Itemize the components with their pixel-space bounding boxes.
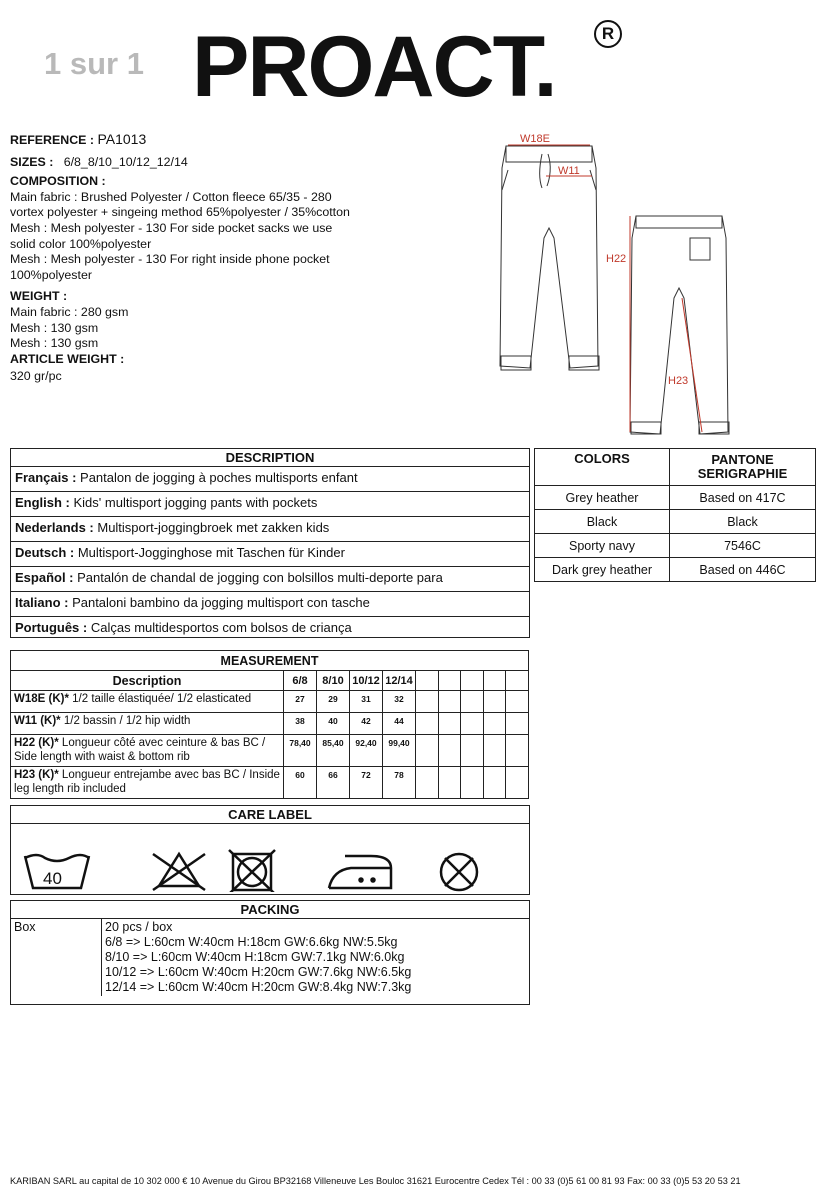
description-row-nl: Nederlands : Multisport-joggingbroek met zakken kids [11,517,529,542]
description-title: DESCRIPTION [11,449,529,467]
weight-label: WEIGHT : [10,289,68,304]
description-row-de: Deutsch : Multisport-Jogginghose mit Taschen für Kinder [11,542,529,567]
description-box [10,448,530,638]
care-symbols [11,824,529,892]
measurement-row: W11 (K)* 1/2 bassin / 1/2 hip width 38 40 42 44 [11,713,529,735]
packing-box [10,900,530,1005]
registered-mark: R [594,20,622,48]
no-tumble-dry-icon [229,850,275,892]
color-row: Grey heather Based on 417C [535,486,816,510]
w11-label: W11 [558,165,580,177]
no-bleach-icon [153,854,205,890]
pantone-header: PANTONE SERIGRAPHIE [670,449,816,486]
description-row-fr: Français : Pantalon de jogging à poches multisports enfant [11,467,529,492]
size-header: 10/12 [350,671,383,691]
w18e-label: W18E [520,133,550,145]
reference-value: PA1013 [97,131,147,147]
back-pants-outline [630,216,728,434]
packing-title: PACKING [11,901,529,919]
wash-40-icon [25,855,89,888]
back-waistband [636,216,722,228]
composition-line: Main fabric : Brushed Polyester / Cotton fleece 65/35 - 280 [10,189,332,204]
packing-label: Box [11,919,102,996]
measurement-row: H22 (K)* Longueur côté avec ceinture & bas BC / Side length with waist & bottom rib 78,40 85,40 92,40 99,40 [11,735,529,767]
svg-text:40: 40 [43,869,62,888]
colors-table [534,448,816,582]
size-header: 12/14 [383,671,416,691]
composition-line: Mesh : Mesh polyester - 130 For side pocket sacks we use [10,220,333,235]
composition-line: vortex polyester + singeing method 65%polyester / 35%cotton [10,205,350,220]
front-drawstring [540,154,550,188]
color-row: Dark grey heather Based on 446C [535,558,816,582]
sizes-label: SIZES : [10,154,54,169]
front-pocket-right [590,170,596,190]
care-label-box [10,805,530,895]
reference-label: REFERENCE : [10,133,94,147]
weight-line: Mesh : 130 gsm [10,336,99,351]
description-row-es: Español : Pantalón de chandal de jogging con bolsillos multi-deporte para [11,567,529,592]
no-dry-clean-icon [441,854,477,890]
footer-legal: KARIBAN SARL au capital de 10 302 000 € 10 Avenue du Girou BP32168 Villeneuve Les Bouloc 31621 Eurocentre Cedex Tél : 00 33 (0)5 61 00 81 93 Fax: 00 33 (0)5 53 20 53 21 [10,1176,741,1186]
color-row: Sporty navy 7546C [535,534,816,558]
h23-arrow [682,298,702,432]
page-counter: 1 sur 1 [44,46,144,81]
packing-details: 20 pcs / box 6/8 => L:60cm W:40cm H:18cm GW:6.6kg NW:5.5kg 8/10 => L:60cm W:40cm H:18cm GW:7.1kg NW:6.0kg 10/12 => L:60cm W:40cm H:20cm GW:7.6kg NW:6.5kg 12/14 => L:60cm W:40cm H:20cm GW:8.4kg NW:7.3kg [102,919,530,996]
size-header: 8/10 [317,671,350,691]
composition-line: 100%polyester [10,267,92,282]
composition-label: COMPOSITION : [10,174,106,189]
description-row-it: Italiano : Pantaloni bambino da jogging multisport con tasche [11,592,529,617]
pants-technical-drawing [494,128,744,444]
measurement-title: MEASUREMENT [11,651,529,671]
size-header: 6/8 [284,671,317,691]
description-row-pt: Português : Calças multidesportos com bolsos de criança [15,620,352,635]
weight-line: Main fabric : 280 gsm [10,304,129,319]
brand-logo: PROACT. [192,19,556,115]
packing-table [11,919,529,996]
measurement-table [10,650,529,799]
sizes-value: 6/8_8/10_10/12_12/14 [63,154,188,169]
spec-block [10,132,490,385]
measurement-row: W18E (K)* 1/2 taille élastiquée/ 1/2 elasticated 27 29 31 32 [11,691,529,713]
description-row-en: English : Kids' multisport jogging pants with pockets [11,492,529,517]
weight-line: Mesh : 130 gsm [10,320,99,335]
colors-header: COLORS [535,449,670,486]
composition-line: Mesh : Mesh polyester - 130 For right inside phone pocket [10,252,330,267]
measurement-row: H23 (K)* Longueur entrejambe avec bas BC / Inside leg length rib included 60 66 72 78 [11,767,529,799]
article-weight-label: ARTICLE WEIGHT : [10,351,125,366]
h22-label: H22 [606,253,627,265]
measurement-desc-header: Description [11,671,284,691]
composition-line: solid color 100%polyester [10,236,152,251]
back-pocket [690,238,710,260]
front-pocket-left [502,170,508,190]
care-label-title: CARE LABEL [11,806,529,824]
iron-low-icon [329,856,391,888]
color-row: Black Black [535,510,816,534]
article-weight-value: 320 gr/pc [10,369,62,384]
h23-label: H23 [668,375,689,387]
